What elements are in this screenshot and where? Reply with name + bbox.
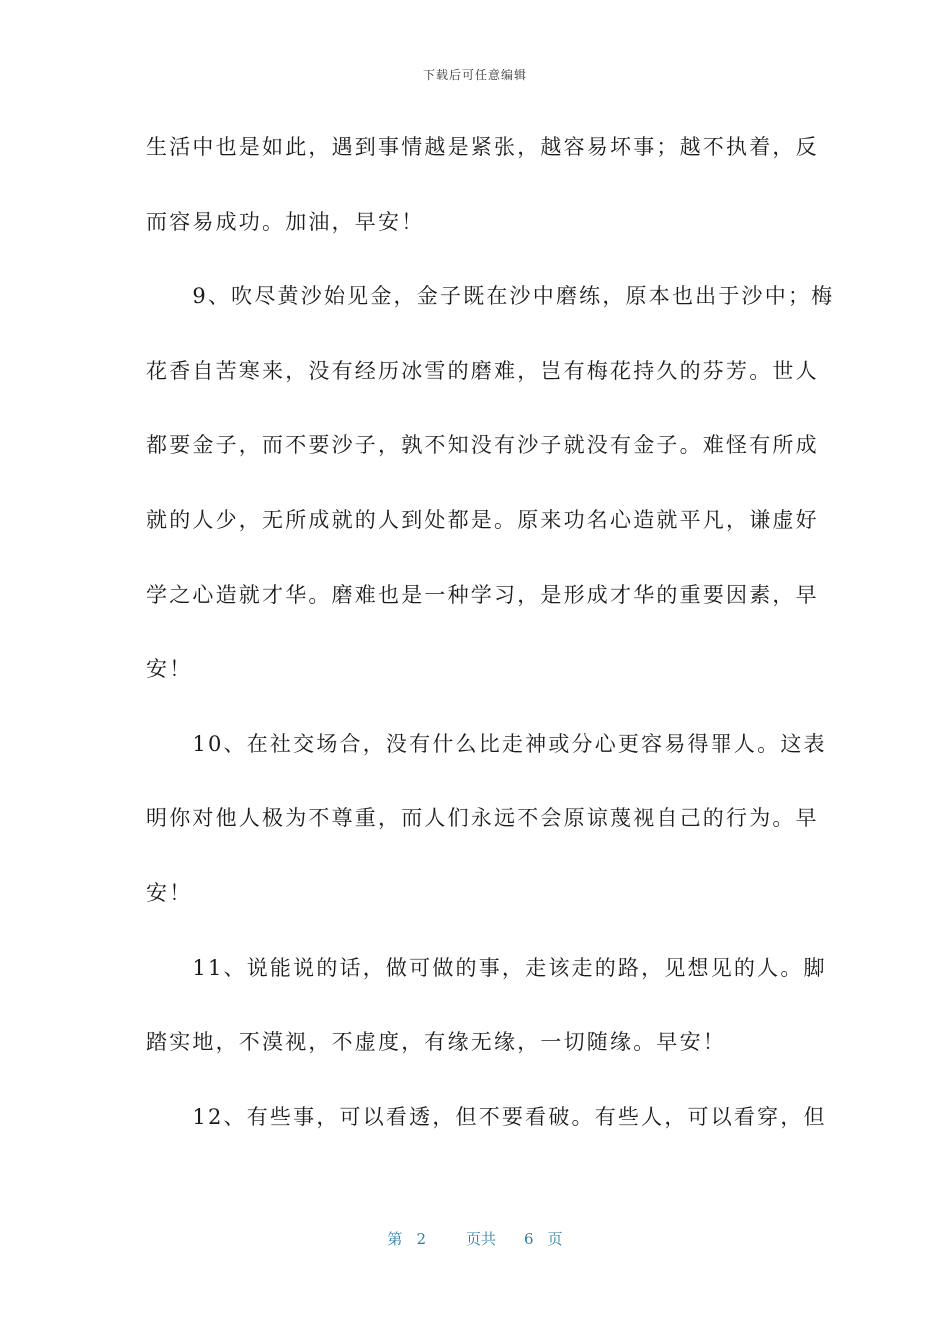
text-line: 11、说能说的话，做可做的事，走该走的路，见想见的人。脚 xyxy=(146,955,827,980)
text-line: 明你对他人极为不尊重，而人们永远不会原谅蔑视自己的行为。早 xyxy=(146,806,819,831)
text-line: 10、在社交场合，没有什么比走神或分心更容易得罪人。这表 xyxy=(146,731,827,756)
text-line: 生活中也是如此，遇到事情越是紧张，越容易坏事；越不执着，反 xyxy=(146,135,819,159)
text-line: 学之心造就才华。磨难也是一种学习，是形成才华的重要因素，早 xyxy=(146,582,819,607)
text-line: 安！ xyxy=(146,657,193,682)
text-line: 9、吹尽黄沙始见金，金子既在沙中磨练，原本也出于沙中；梅 xyxy=(146,284,835,309)
text-line: 花香自苦寒来，没有经历冰雪的磨难，岂有梅花持久的芬芳。世人 xyxy=(146,358,819,383)
page-mid: 页共 xyxy=(465,1230,496,1248)
page-suffix: 页 xyxy=(547,1230,563,1248)
text-line: 就的人少，无所成就的人到处都是。原来功名心造就平凡，谦虚好 xyxy=(146,507,819,532)
page-header-note: 下载后可任意编辑 xyxy=(422,68,527,82)
document-body xyxy=(146,124,835,1168)
text-line: 12、有些事，可以看透，但不要看破。有些人，可以看穿，但 xyxy=(146,1104,827,1129)
page-number-footer xyxy=(0,1228,950,1249)
text-line: 都要金子，而不要沙子，孰不知没有沙子就没有金子。难怪有所成 xyxy=(146,433,819,458)
page-total: 6 xyxy=(524,1230,534,1248)
text-line: 安！ xyxy=(146,880,193,905)
text-line: 而容易成功。加油，早安！ xyxy=(146,209,425,234)
page-current: 2 xyxy=(416,1230,426,1248)
text-line: 踏实地，不漠视，不虚度，有缘无缘，一切随缘。早安！ xyxy=(146,1030,726,1055)
page-prefix: 第 xyxy=(387,1230,403,1248)
